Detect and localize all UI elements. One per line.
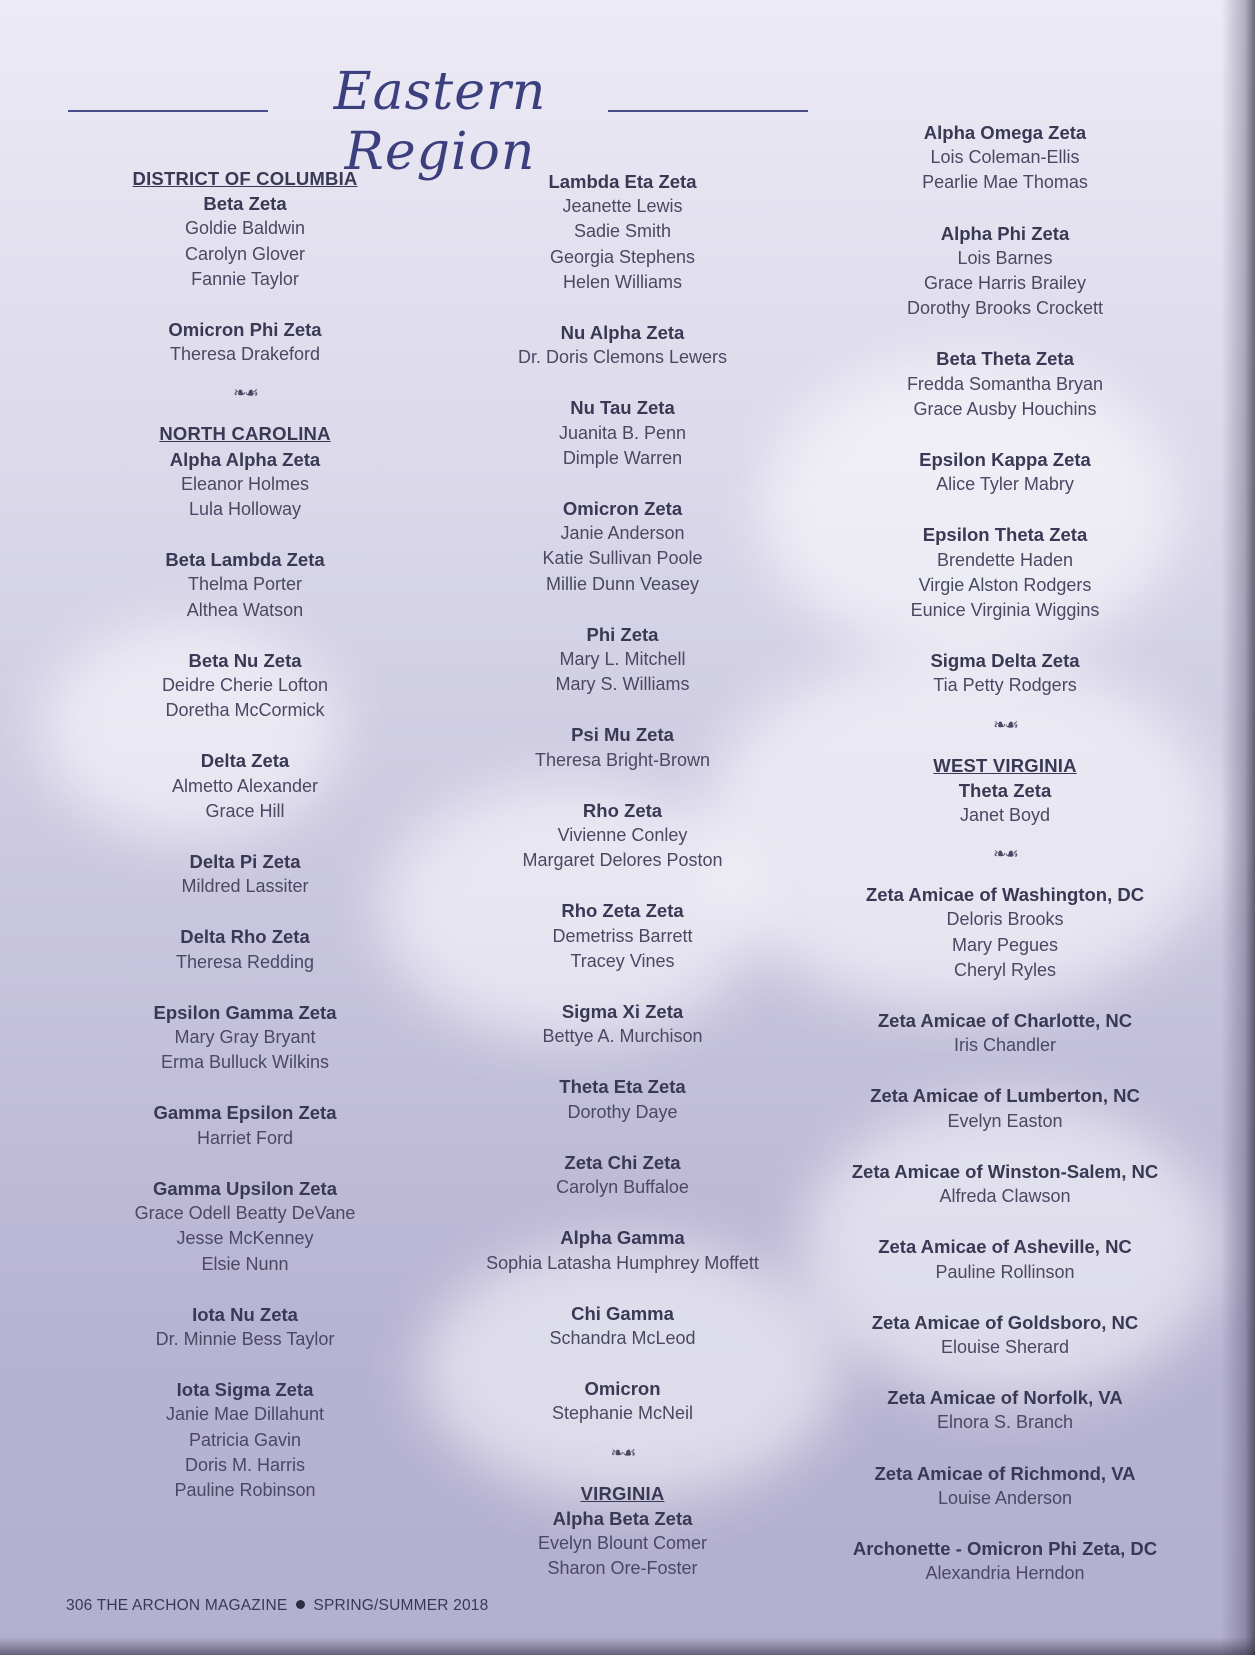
chapter-name: Archonette - Omicron Phi Zeta, DC xyxy=(852,1537,1158,1559)
member-name: Alfreda Clawson xyxy=(939,1186,1071,1207)
chapter-name: Zeta Amicae of Washington, DC xyxy=(865,884,1145,906)
chapter-name: Beta Theta Zeta xyxy=(936,348,1074,370)
chapter-name: Theta Zeta xyxy=(958,779,1052,801)
chapter-block xyxy=(95,1302,395,1352)
chapter-block xyxy=(460,722,785,772)
chapter-block xyxy=(460,798,785,874)
chapter-name: Rho Zeta Zeta xyxy=(561,900,684,922)
member-name: Theresa Bright-Brown xyxy=(534,749,711,770)
chapter-name: Alpha Gamma xyxy=(560,1227,685,1249)
chapter-block xyxy=(820,1461,1190,1511)
chapter-name: Sigma Delta Zeta xyxy=(930,650,1080,672)
member-name: Grace Harris Brailey xyxy=(923,273,1087,294)
chapter-name: Gamma Epsilon Zeta xyxy=(153,1102,337,1124)
member-name: Theresa Redding xyxy=(175,951,315,972)
chapter-block xyxy=(820,1536,1190,1586)
chapter-block xyxy=(820,753,1190,829)
page-title: Eastern Region xyxy=(333,62,547,182)
member-name: Jesse McKenney xyxy=(176,1228,314,1249)
chapter-name: Alpha Omega Zeta xyxy=(923,122,1087,143)
chapter-name: Epsilon Gamma Zeta xyxy=(153,1001,337,1023)
chapter-block xyxy=(820,1310,1190,1360)
member-name: Cheryl Ryles xyxy=(953,959,1057,980)
chapter-name: Delta Zeta xyxy=(200,750,290,772)
member-name: Tracey Vines xyxy=(570,950,675,971)
member-name: Janet Boyd xyxy=(959,805,1051,826)
chapter-name: Alpha Phi Zeta xyxy=(940,222,1070,244)
chapter-block xyxy=(95,1377,395,1503)
chapter-name: Zeta Amicae of Lumberton, NC xyxy=(870,1085,1140,1107)
member-name: Pearlie Mae Thomas xyxy=(922,172,1088,193)
chapter-block xyxy=(820,221,1190,322)
issue-label: SPRING/SUMMER 2018 xyxy=(313,1597,489,1614)
member-name: Harriet Ford xyxy=(196,1127,294,1148)
member-name: Mary Pegues xyxy=(951,934,1059,955)
chapter-name: Zeta Amicae of Charlotte, NC xyxy=(877,1010,1133,1032)
member-name: Deloris Brooks xyxy=(946,909,1064,930)
member-name: Carolyn Buffaloe xyxy=(556,1177,689,1198)
member-name: Demetriss Barrett xyxy=(552,925,693,946)
chapter-block xyxy=(95,547,395,623)
member-name: Mary L. Mitchell xyxy=(559,649,686,670)
chapter-block xyxy=(820,447,1190,497)
chapter-name: Phi Zeta xyxy=(586,623,659,645)
chapter-name: Epsilon Theta Zeta xyxy=(922,524,1088,546)
member-name: Georgia Stephens xyxy=(549,246,696,267)
chapter-name: Psi Mu Zeta xyxy=(571,724,674,746)
chapter-block xyxy=(460,1150,785,1200)
member-name: Goldie Baldwin xyxy=(184,218,306,239)
chapter-block xyxy=(820,346,1190,422)
member-name: Evelyn Blount Comer xyxy=(537,1532,708,1553)
chapter-name: Beta Zeta xyxy=(203,193,287,215)
state-heading: VIRGINIA xyxy=(580,1482,665,1504)
member-name: Iris Chandler xyxy=(953,1035,1057,1056)
member-name: Sharon Ore-Foster xyxy=(547,1558,698,1579)
member-name: Grace Ausby Houchins xyxy=(913,398,1097,419)
chapter-block xyxy=(95,648,395,724)
member-name: Dr. Minnie Bess Taylor xyxy=(155,1328,335,1349)
page-footer xyxy=(66,1597,488,1615)
chapter-name: Zeta Amicae of Goldsboro, NC xyxy=(871,1311,1139,1333)
member-name: Janie Mae Dillahunt xyxy=(165,1404,325,1425)
member-name: Elouise Sherard xyxy=(940,1336,1070,1357)
header-rule-right xyxy=(608,110,808,112)
member-name: Elsie Nunn xyxy=(201,1253,289,1274)
member-name: Fredda Somantha Bryan xyxy=(906,373,1104,394)
chapter-block xyxy=(460,622,785,698)
chapter-block xyxy=(820,882,1190,983)
member-name: Doris M. Harris xyxy=(185,1454,305,1475)
ornament-icon: ❧☙ xyxy=(993,716,1017,734)
member-name: Schandra McLeod xyxy=(549,1327,696,1348)
chapter-block xyxy=(460,1225,785,1275)
member-name: Janie Anderson xyxy=(560,523,685,544)
member-name: Juanita B. Penn xyxy=(558,422,687,443)
chapter-block xyxy=(95,317,395,367)
chapter-block xyxy=(820,1083,1190,1133)
member-name: Vivienne Conley xyxy=(557,825,688,846)
member-name: Alexandria Herndon xyxy=(925,1563,1085,1584)
chapter-name: Delta Pi Zeta xyxy=(189,851,301,873)
header-rule-left xyxy=(68,110,268,112)
chapter-block xyxy=(95,1176,395,1277)
member-name: Jeanette Lewis xyxy=(562,196,683,217)
chapter-name: Zeta Amicae of Richmond, VA xyxy=(874,1462,1136,1484)
publication-name: THE ARCHON MAGAZINE xyxy=(96,1597,288,1614)
chapter-block xyxy=(460,1376,785,1426)
chapter-block xyxy=(95,1100,395,1150)
column-1 xyxy=(95,166,395,1528)
member-name: Dr. Doris Clemons Lewers xyxy=(517,347,728,368)
member-name: Brendette Haden xyxy=(936,549,1074,570)
member-name: Almetto Alexander xyxy=(171,775,319,796)
member-name: Mildred Lassiter xyxy=(181,876,309,897)
chapter-block xyxy=(95,924,395,974)
chapter-name: Iota Sigma Zeta xyxy=(176,1379,314,1401)
chapter-name: Nu Alpha Zeta xyxy=(560,322,685,344)
member-name: Carolyn Glover xyxy=(184,243,306,264)
chapter-name: Beta Lambda Zeta xyxy=(165,549,325,571)
chapter-block xyxy=(95,1000,395,1076)
member-name: Eleanor Holmes xyxy=(180,473,310,494)
chapter-name: Theta Eta Zeta xyxy=(559,1076,686,1098)
member-name: Thelma Porter xyxy=(187,574,303,595)
chapter-block xyxy=(460,496,785,597)
member-name: Tia Petty Rodgers xyxy=(933,675,1077,696)
member-name: Sophia Latasha Humphrey Moffett xyxy=(486,1252,759,1273)
page-bottom-shadow xyxy=(0,1637,1255,1655)
chapter-block xyxy=(460,898,785,974)
chapter-name: Omicron Phi Zeta xyxy=(168,319,322,341)
chapter-block xyxy=(95,166,395,292)
chapter-name: Zeta Amicae of Asheville, NC xyxy=(878,1236,1132,1258)
member-name: Lois Coleman-Ellis xyxy=(930,147,1080,168)
chapter-name: Rho Zeta xyxy=(582,799,663,821)
ornament-icon: ❧☙ xyxy=(610,1444,635,1462)
member-name: Helen Williams xyxy=(562,271,683,292)
chapter-name: Zeta Chi Zeta xyxy=(564,1151,681,1173)
chapter-block xyxy=(95,849,395,899)
chapter-block xyxy=(460,999,785,1049)
member-name: Eunice Virginia Wiggins xyxy=(910,600,1100,621)
chapter-name: Gamma Upsilon Zeta xyxy=(152,1177,337,1199)
chapter-block xyxy=(820,1234,1190,1284)
ornament-icon: ❧☙ xyxy=(993,846,1017,864)
chapter-block xyxy=(460,395,785,471)
member-name: Mary S. Williams xyxy=(555,674,690,695)
chapter-name: Omicron xyxy=(584,1378,661,1400)
member-name: Evelyn Easton xyxy=(947,1110,1063,1131)
bullet-icon xyxy=(296,1600,305,1609)
member-name: Katie Sullivan Poole xyxy=(542,548,703,569)
member-name: Pauline Rollinson xyxy=(935,1261,1075,1282)
member-name: Alice Tyler Mabry xyxy=(936,474,1074,495)
member-name: Mary Gray Bryant xyxy=(174,1027,316,1048)
member-name: Grace Hill xyxy=(205,800,285,821)
member-name: Fannie Taylor xyxy=(191,268,299,289)
member-name: Elnora S. Branch xyxy=(936,1412,1074,1433)
member-name: Virgie Alston Rodgers xyxy=(918,574,1092,595)
chapter-block xyxy=(820,1385,1190,1435)
chapter-block xyxy=(820,522,1190,623)
member-name: Dimple Warren xyxy=(562,447,683,468)
member-name: Althea Watson xyxy=(186,599,304,620)
member-name: Erma Bulluck Wilkins xyxy=(160,1052,330,1073)
chapter-name: Epsilon Kappa Zeta xyxy=(919,449,1091,471)
member-name: Lula Holloway xyxy=(188,499,302,520)
chapter-name: Zeta Amicae of Winston-Salem, NC xyxy=(851,1160,1159,1182)
chapter-name: Alpha Beta Zeta xyxy=(552,1507,693,1529)
state-heading: WEST VIRGINIA xyxy=(933,754,1077,776)
chapter-block xyxy=(460,1074,785,1124)
member-name: Stephanie McNeil xyxy=(551,1403,694,1424)
chapter-name: Omicron Zeta xyxy=(562,498,683,520)
member-name: Millie Dunn Veasey xyxy=(545,573,700,594)
chapter-block xyxy=(460,1481,785,1582)
chapter-block xyxy=(820,648,1190,698)
chapter-name: Iota Nu Zeta xyxy=(192,1303,298,1325)
member-name: Patricia Gavin xyxy=(188,1429,302,1450)
chapter-name: Sigma Xi Zeta xyxy=(561,1001,684,1023)
chapter-name: Lambda Eta Zeta xyxy=(548,171,697,192)
member-name: Theresa Drakeford xyxy=(169,344,321,365)
chapter-block xyxy=(820,120,1190,196)
chapter-name: Chi Gamma xyxy=(571,1302,674,1324)
state-heading: DISTRICT OF COLUMBIA xyxy=(132,168,358,189)
chapter-block xyxy=(95,421,395,522)
member-name: Doretha McCormick xyxy=(165,700,325,721)
member-name: Deidre Cherie Lofton xyxy=(161,675,329,696)
ornament-icon: ❧☙ xyxy=(233,385,257,403)
member-name: Lois Barnes xyxy=(957,247,1053,268)
member-name: Pauline Robinson xyxy=(174,1479,316,1500)
member-name: Margaret Delores Poston xyxy=(522,850,723,871)
chapter-block xyxy=(460,169,785,295)
chapter-name: Alpha Alpha Zeta xyxy=(169,448,321,470)
chapter-block xyxy=(460,1301,785,1351)
column-3 xyxy=(820,120,1190,1611)
member-name: Bettye A. Murchison xyxy=(542,1026,703,1047)
column-2 xyxy=(460,169,785,1606)
chapter-block xyxy=(820,1159,1190,1209)
member-name: Dorothy Daye xyxy=(567,1101,678,1122)
chapter-name: Beta Nu Zeta xyxy=(188,649,302,671)
chapter-block xyxy=(820,1008,1190,1058)
member-name: Dorothy Brooks Crockett xyxy=(906,298,1104,319)
member-name: Grace Odell Beatty DeVane xyxy=(134,1203,356,1224)
chapter-block xyxy=(460,320,785,370)
page-edge-shadow xyxy=(1221,0,1255,1655)
chapter-name: Delta Rho Zeta xyxy=(180,926,310,948)
chapter-block xyxy=(95,748,395,824)
chapter-name: Zeta Amicae of Norfolk, VA xyxy=(887,1387,1123,1409)
chapter-name: Nu Tau Zeta xyxy=(570,397,675,419)
member-name: Louise Anderson xyxy=(937,1487,1073,1508)
state-heading: NORTH CAROLINA xyxy=(159,423,331,445)
member-name: Sadie Smith xyxy=(573,221,672,242)
page-number: 306 xyxy=(66,1597,93,1614)
